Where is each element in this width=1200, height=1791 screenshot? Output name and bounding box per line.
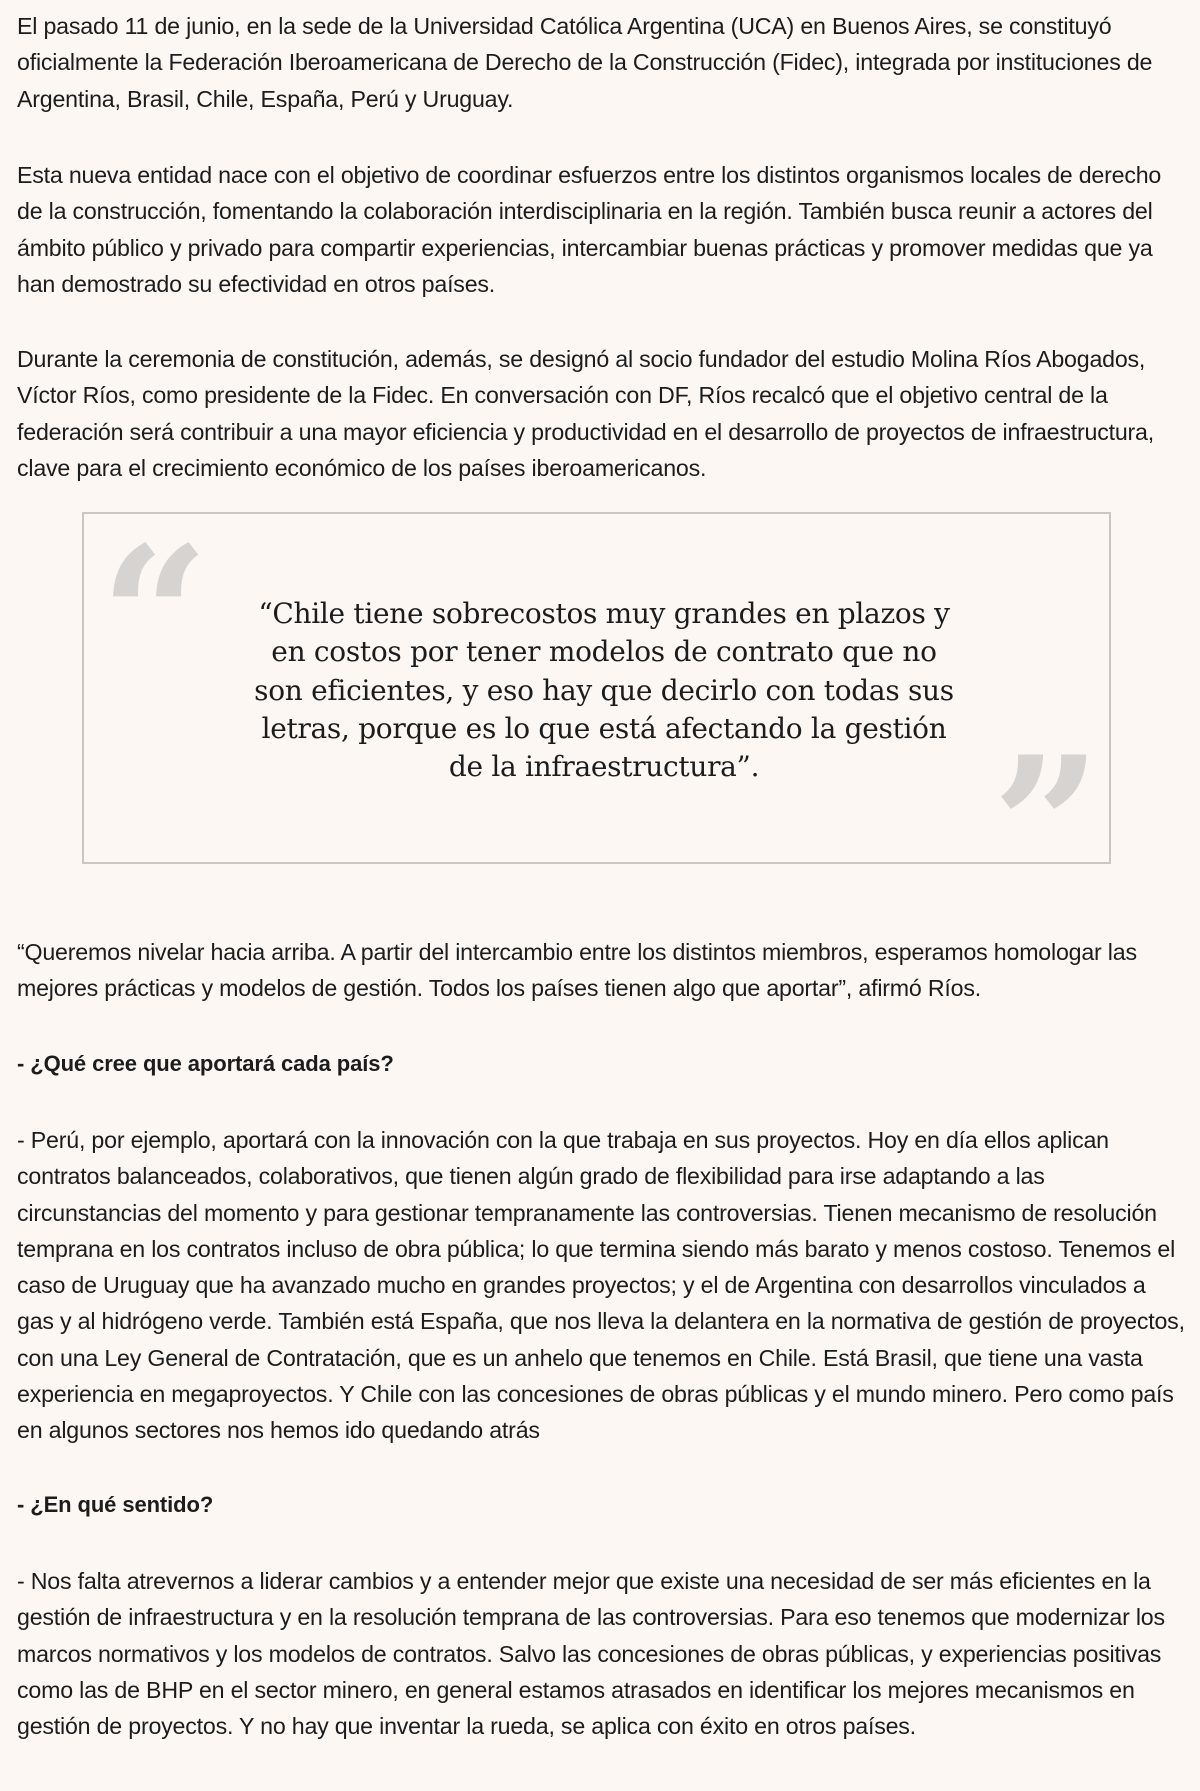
interview-question-1: - ¿Qué cree que aportará cada país? — [17, 1051, 394, 1076]
paragraph-intro: El pasado 11 de junio, en la sede de la Universidad Católica Argentina (UCA) en Buenos Aires, se constituyó oficialmente la Federación Iberoamericana de Derecho de la Construcción (Fidec), integrada por instituciones de Argentina, Brasil, Chile, España, Perú y Uruguay. — [17, 13, 1153, 112]
open-quote-icon: “ — [100, 505, 210, 728]
paragraph-objective: Esta nueva entidad nace con el objetivo de coordinar esfuerzos entre los distintos organismos locales de derecho de la construcción, fomentando la colaboración interdisciplinaria en la región. También busca reunir a actores del ámbito público y privado para compartir experiencias, intercambiar buenas prácticas y promover medidas que ya han demostrado su efectividad en otros países. — [17, 162, 1162, 297]
pull-quote — [82, 505, 1111, 938]
interview-answer-1: - Perú, por ejemplo, aportará con la innovación con la que trabaja en sus proyectos. Hoy en día ellos aplican contratos balanceados, colaborativos, que tienen algún grado de flexibilidad para irse adaptando a las circunstancias del momento y para gestionar tempranamente las controversias. Tienen mecanismo de resolución temprana en los contratos incluso de obra pública; lo que termina siendo más barato y menos costoso. Tenemos el caso de Uruguay que ha avanzado mucho en grandes proyectos; y el de Argentina con desarrollos vinculados a gas y al hidrógeno verde. También está España, que nos lleva la delantera en la normativa de gestión de proyectos, con una Ley General de Contratación, que es un anhelo que tenemos en Chile. Está Brasil, que tiene una vasta experiencia en megaproyectos. Y Chile con las concesiones de obras públicas y el mundo minero. Pero como país en algunos sectores nos hemos ido quedando atrás — [17, 1127, 1185, 1444]
interview-question-2: - ¿En qué sentido? — [17, 1492, 214, 1517]
pull-quote-text: “Chile tiene sobrecostos muy grandes en plazos y en costos por tener modelos de contrato que no son eficientes, y eso hay que decirlo con todas sus letras, porque es lo que está afectando la gestión de la infraestructura”. — [254, 597, 954, 784]
interview-answer-2: - Nos falta atrevernos a liderar cambios y a entender mejor que existe una necesidad de ser más eficientes en la gestión de infraestructura y en la resolución temprana de las controversias. Para eso tenemos que modernizar los marcos normativos y los modelos de contratos. Salvo las concesiones de obras públicas, y experiencias positivas como las de BHP en el sector minero, en general estamos atrasados en identificar los mejores mecanismos en gestión de proyectos. Y no hay que inventar la rueda, se aplica con éxito en otros países. — [17, 1568, 1165, 1740]
close-quote-icon: ” — [992, 715, 1102, 938]
paragraph-ceremony: Durante la ceremonia de constitución, además, se designó al socio fundador del estudio Molina Ríos Abogados, Víctor Ríos, como presidente de la Fidec. En conversación con DF, Ríos recalcó que el objetivo central de la federación será contribuir a una mayor eficiencia y productividad en el desarrollo de proyectos de infraestructura, clave para el crecimiento económico de los países iberoamericanos. — [17, 346, 1154, 481]
paragraph-quote-rios: “Queremos nivelar hacia arriba. A partir del intercambio entre los distintos miembros, esperamos homologar las mejores prácticas y modelos de gestión. Todos los países tienen algo que aportar”, afirmó Ríos. — [17, 939, 1137, 1002]
